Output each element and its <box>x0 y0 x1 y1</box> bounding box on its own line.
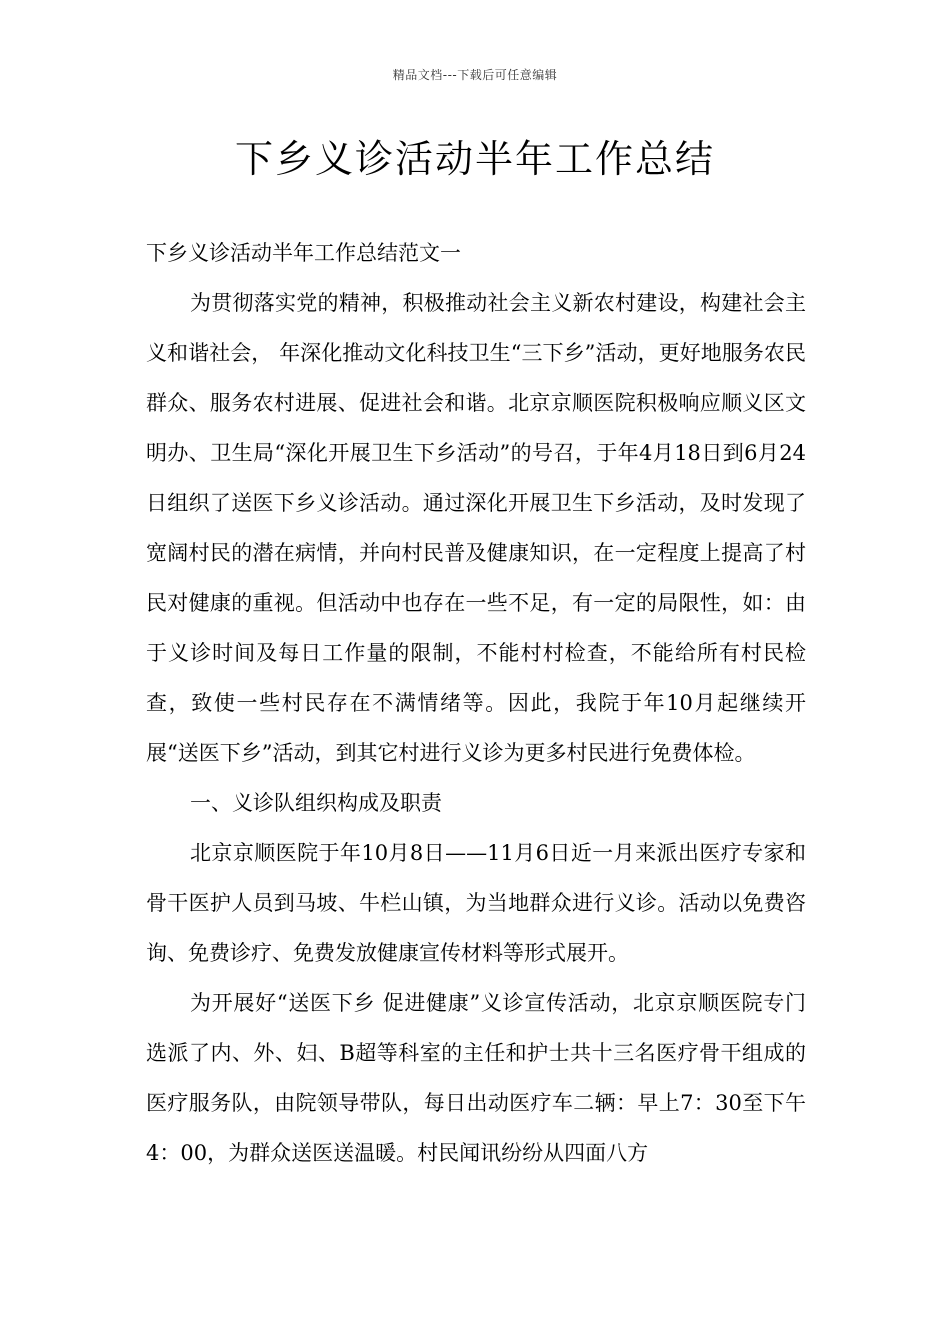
document-subtitle: 下乡义诊活动半年工作总结范文一 <box>146 241 461 265</box>
paragraph-intro: 为贯彻落实党的精神，积极推动社会主义新农村建设，构建社会主义和谐社会， 年深化推动文化科技卫生“三下乡”活动，更好地服务农民群众、服务农村进展、促进社会和谐。北京京顺医院积极响应顺义区文明办、卫生局“深化开展卫生下乡活动”的号召，于年4月18日到6月24日组织了送医下乡义诊活动。通过深化开展卫生下乡活动，及时发现了宽阔村民的潜在病情，并向村民普及健康知识，在一定程度上提高了村民对健康的重视。但活动中也存在一些不足，有一定的局限性，如：由于义诊时间及每日工作量的限制，不能村村检查，不能给所有村民检查，致使一些村民存在不满情绪等。因此，我院于年10月起继续开展“送医下乡”活动，到其它村进行义诊为更多村民进行免费体检。 <box>146 291 806 765</box>
paragraph-clinic-dates: 北京京顺医院于年10月8日——11月6日近一月来派出医疗专家和骨干医护人员到马坡、牛栏山镇，为当地群众进行义诊。活动以免费咨询、免费诊疗、免费发放健康宣传材料等形式展开。 <box>146 841 806 965</box>
paragraph-medical-team: 为开展好“送医下乡 促进健康”义诊宣传活动，北京京顺医院专门选派了内、外、妇、B超等科室的主任和护士共十三名医疗骨干组成的医疗服务队，由院领导带队，每日出动医疗车二辆：早上7：30至下午4：00，为群众送医送温暖。村民闻讯纷纷从四面八方 <box>146 991 806 1165</box>
document-body <box>146 228 806 1178</box>
document-title: 下乡义诊活动半年工作总结 <box>234 137 715 181</box>
section-heading-organization: 一、义诊队组织构成及职责 <box>190 791 442 815</box>
header-watermark: 精品文档---下载后可任意编辑 <box>392 68 558 82</box>
